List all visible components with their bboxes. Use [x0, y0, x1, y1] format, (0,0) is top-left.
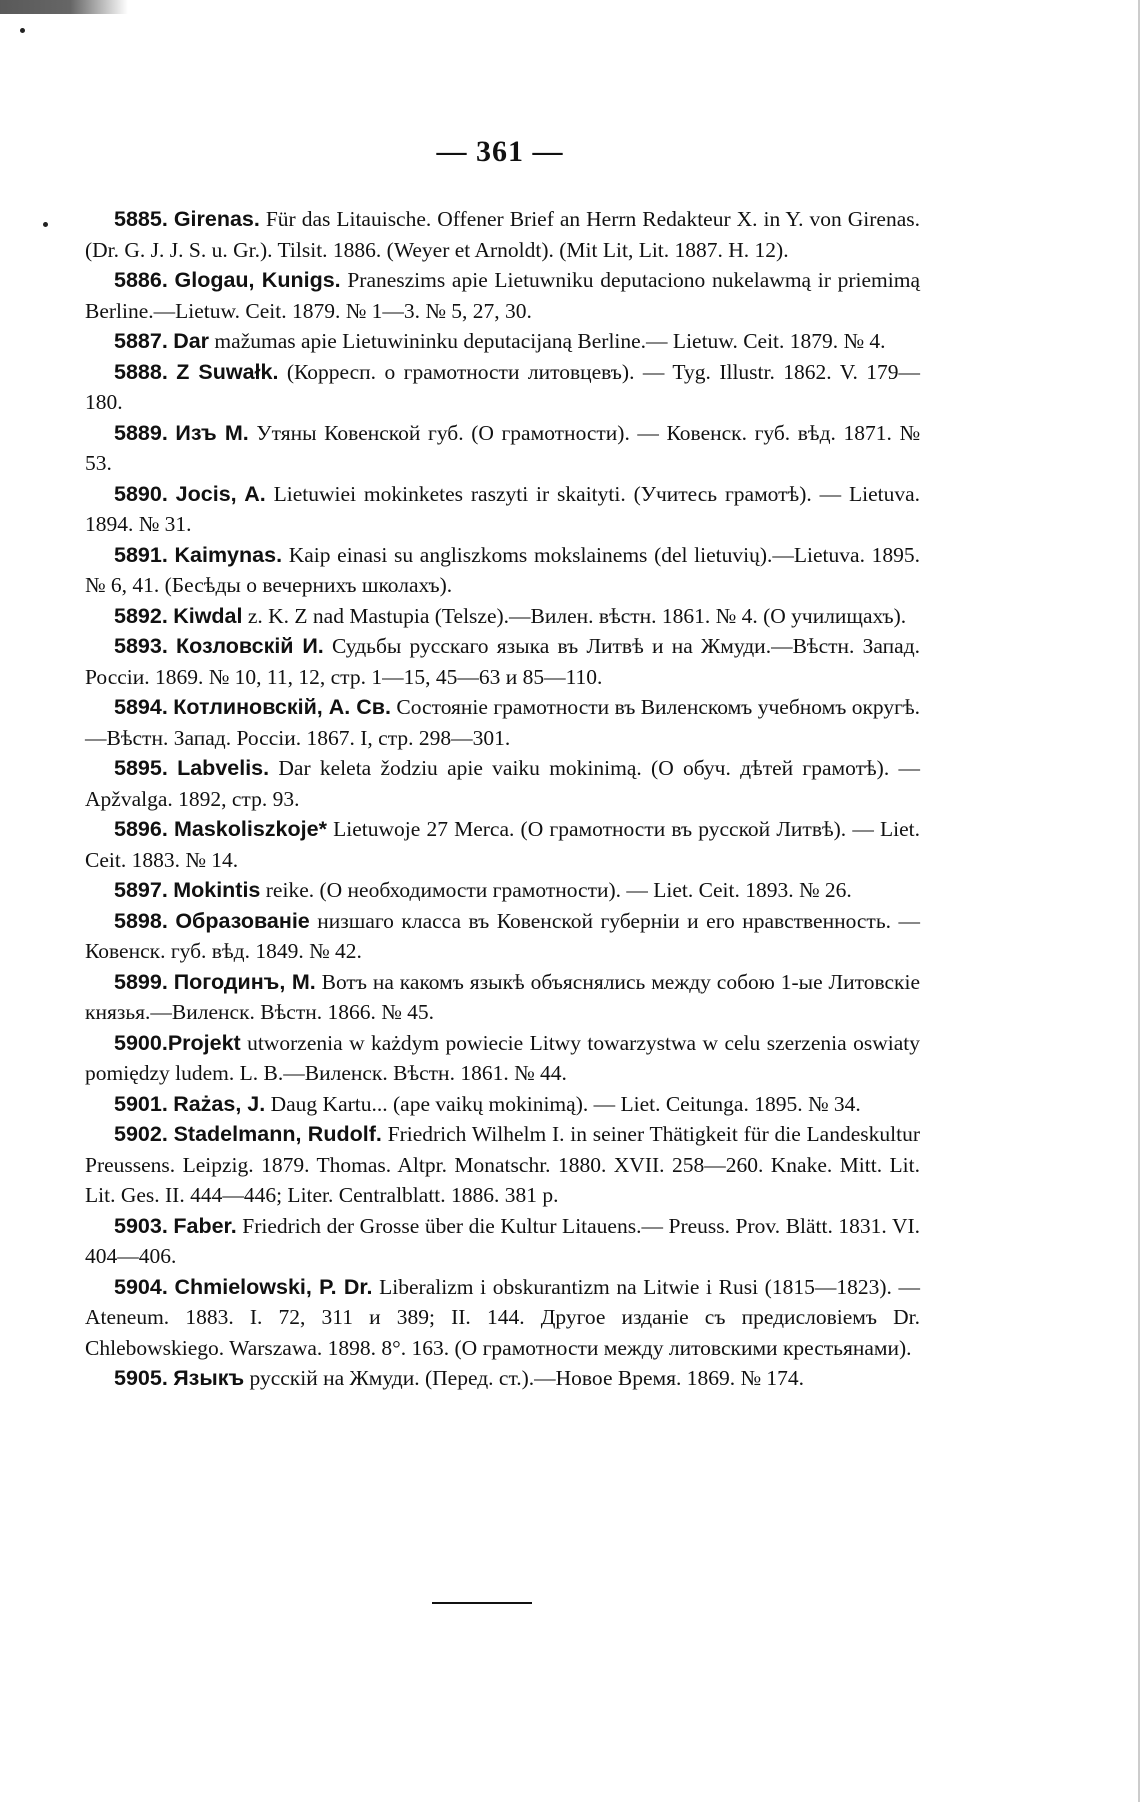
entry-author: Faber.	[173, 1213, 237, 1238]
entry-number: 5897.	[114, 878, 168, 902]
bibliography-entry	[85, 1028, 920, 1089]
entry-author: Kaimynas.	[174, 542, 283, 567]
entry-author: Образованіе	[175, 908, 310, 933]
entry-text: русскій на Жмуди. (Перед. ст.).—Новое Время. 1869. № 174.	[244, 1366, 804, 1390]
entry-author: Glogau, Kunigs.	[174, 268, 341, 292]
entry-number: 5891.	[114, 542, 168, 567]
entry-author: Jocis, A.	[175, 481, 266, 506]
entry-author: Dar	[173, 329, 210, 353]
entry-number: 5900.	[114, 1030, 168, 1055]
entry-number: 5895.	[114, 756, 168, 780]
entry-author: Rażas, J.	[173, 1091, 266, 1116]
bibliography-entry	[85, 753, 920, 814]
entry-author: Изъ М.	[175, 420, 249, 445]
entry-author: Projekt	[167, 1030, 241, 1055]
entry-author: Girenas.	[173, 207, 260, 231]
entry-text: Судьбы русскаго языка въ Литвѣ и на Жмуди.—Вѣстн. Запад. Россіи. 1869. № 10, 11, 12, стр. 1—15, 45—63 и 85—110.	[85, 634, 921, 689]
bibliography-entry	[85, 540, 920, 601]
bibliography-entry	[85, 326, 920, 357]
bibliography-entry	[85, 814, 920, 875]
entry-text: Friedrich der Grosse über die Kultur Litauens.— Preuss. Prov. Blätt. 1831. VI. 404—406.	[85, 1213, 921, 1268]
entry-number: 5896.	[114, 817, 168, 841]
bibliography-entry	[85, 265, 920, 326]
entry-author: Z Suwałk.	[176, 359, 279, 384]
ink-speck	[20, 28, 25, 33]
entry-author: Mokintis	[173, 878, 261, 902]
entry-text: Friedrich Wilhelm I. in seiner Thätigkeit für die Landeskultur Preussens. Leipzig. 1879. Thomas. Altpr. Monatschr. 1880. XVII. 258—260. Knake. Mitt. Lit. Lit. Ges. II. 444—446; Liter. Centralblatt. 1886. 381 p.	[85, 1122, 920, 1207]
entry-text: reike. (О необходимости грамотности). — Liet. Ceit. 1893. № 26.	[260, 878, 852, 902]
bibliography-entry	[85, 692, 920, 753]
entry-number: 5902.	[114, 1122, 168, 1146]
entry-number: 5890.	[114, 481, 168, 506]
bibliography-entry	[85, 204, 920, 265]
entry-text: Dar keleta žodziu apie vaiku mokinimą. (О обуч. дѣтей грамотѣ). — Apžvalga. 1892, стр. 93.	[85, 756, 920, 811]
ink-speck	[43, 222, 48, 227]
entry-number: 5885.	[114, 207, 168, 231]
entry-text: z. K. Z nad Mastupia (Telsze).—Вилен. вѣстн. 1861. № 4. (О училищахъ).	[242, 603, 907, 628]
entry-number: 5905.	[114, 1366, 168, 1390]
entry-number: 5899.	[114, 969, 168, 994]
bibliography-entry	[85, 1211, 920, 1272]
entry-text: Für das Litauische. Offener Brief an Herrn Redakteur X. in Y. von Girenas. (Dr. G. J. J. S. u. Gr.). Tilsit. 1886. (Weyer et Arnoldt). (Mit Lit, Lit. 1887. H. 12).	[85, 207, 921, 262]
entry-number: 5903.	[114, 1213, 168, 1238]
bibliography-entry	[85, 1119, 920, 1211]
entry-author: Погодинъ, М.	[173, 969, 316, 994]
bibliography-entry	[85, 418, 920, 479]
entry-text: utworzenia w każdym powiecie Litwy towarzystwa w celu szerzenia oswiaty pomiędzy ludem. L. B.—Виленск. Вѣстн. 1861. № 44.	[85, 1030, 920, 1085]
entry-number: 5889.	[114, 420, 168, 445]
bibliography-entry	[85, 906, 920, 967]
entry-author: Козловскій И.	[176, 634, 324, 658]
entry-author: Kiwdal	[173, 603, 243, 628]
entry-author: Stadelmann, Rudolf.	[173, 1122, 382, 1146]
bibliography-entry	[85, 601, 920, 632]
entry-number: 5892.	[114, 603, 168, 628]
entry-author: Labvelis.	[177, 756, 270, 780]
entry-text: Вотъ на какомъ языкѣ объяснялись между собою 1-ые Литовскіе князья.—Виленск. Вѣстн. 1866. № 45.	[85, 969, 921, 1024]
entry-number: 5894.	[114, 695, 168, 719]
bibliography-entry	[85, 1272, 920, 1364]
bibliography-entry	[85, 631, 920, 692]
entry-number: 5887.	[114, 329, 168, 353]
entry-number: 5898.	[114, 908, 168, 933]
page-number: — 361 —	[436, 135, 564, 168]
entry-text: Kaip einasi su angliszkoms mokslainems (del lietuvių).—Lietuva. 1895. № 6, 41. (Бесѣды о вечернихъ школахъ).	[85, 542, 920, 597]
entry-text: Liberalizm i obskurantizm na Litwie i Rusi (1815—1823). — Ateneum. 1883. I. 72, 311 и 389; II. 144. Другое изданіе съ предисловіемъ Dr. Chlebowskiego. Warszawa. 1898. 8°. 163. (О грамотности между литовскими крестьянами).	[85, 1274, 921, 1360]
entry-number: 5904.	[114, 1274, 168, 1299]
entry-author: Котлиновскій, А. Св.	[173, 695, 391, 719]
entry-author: Chmielowski, P. Dr.	[174, 1274, 373, 1299]
entry-text: Состояніе грамотности въ Виленскомъ учебномъ округѣ.—Вѣстн. Запад. Россіи. 1867. I, стр. 298—301.	[85, 695, 921, 750]
entry-author: Языкъ	[173, 1366, 245, 1390]
bibliography-list	[85, 204, 920, 1394]
bibliography-entry	[85, 1363, 920, 1394]
bibliography-entry	[85, 875, 920, 906]
entry-text: Praneszims apie Lietuwniku deputaciono nukelawmą ir priemimą Berline.—Lietuw. Ceit. 1879. № 1—3. № 5, 27, 30.	[85, 268, 920, 323]
entry-text: низшаго класса въ Ковенской губерніи и его нравственность. — Ковенск. губ. вѣд. 1849. № 42.	[85, 908, 920, 963]
bibliography-entry	[85, 357, 920, 418]
entry-text: mažumas apie Lietuwininku deputacijaną Berline.— Lietuw. Ceit. 1879. № 4.	[209, 329, 886, 353]
bibliography-entry	[85, 967, 920, 1028]
entry-text: Lietuwiei mokinketes raszyti ir skaityti. (Учитесь грамотѣ). — Lietuva. 1894. № 31.	[85, 481, 920, 536]
entry-text: (Корресп. о грамотности литовцевъ). — Tyg. Illustr. 1862. V. 179—180.	[85, 359, 921, 414]
ink-blot	[0, 0, 128, 14]
bibliography-entry	[85, 479, 920, 540]
entry-number: 5886.	[114, 268, 168, 292]
end-rule	[432, 1602, 532, 1604]
entry-number: 5901.	[114, 1091, 168, 1116]
bibliography-entry	[85, 1089, 920, 1120]
entry-text: Утяны Ковенской губ. (О грамотности). — Ковенск. губ. вѣд. 1871. № 53.	[85, 420, 921, 475]
entry-text: Lietuwoje 27 Merca. (О грамотности въ русской Литвѣ). — Liet. Ceit. 1883. № 14.	[85, 817, 921, 872]
entry-author: Maskoliszkoje*	[173, 817, 327, 841]
entry-text: Daug Kartu... (ape vaikų mokinimą). — Liet. Ceitunga. 1895. № 34.	[265, 1091, 861, 1116]
entry-number: 5888.	[114, 359, 168, 384]
entry-number: 5893.	[114, 634, 168, 658]
